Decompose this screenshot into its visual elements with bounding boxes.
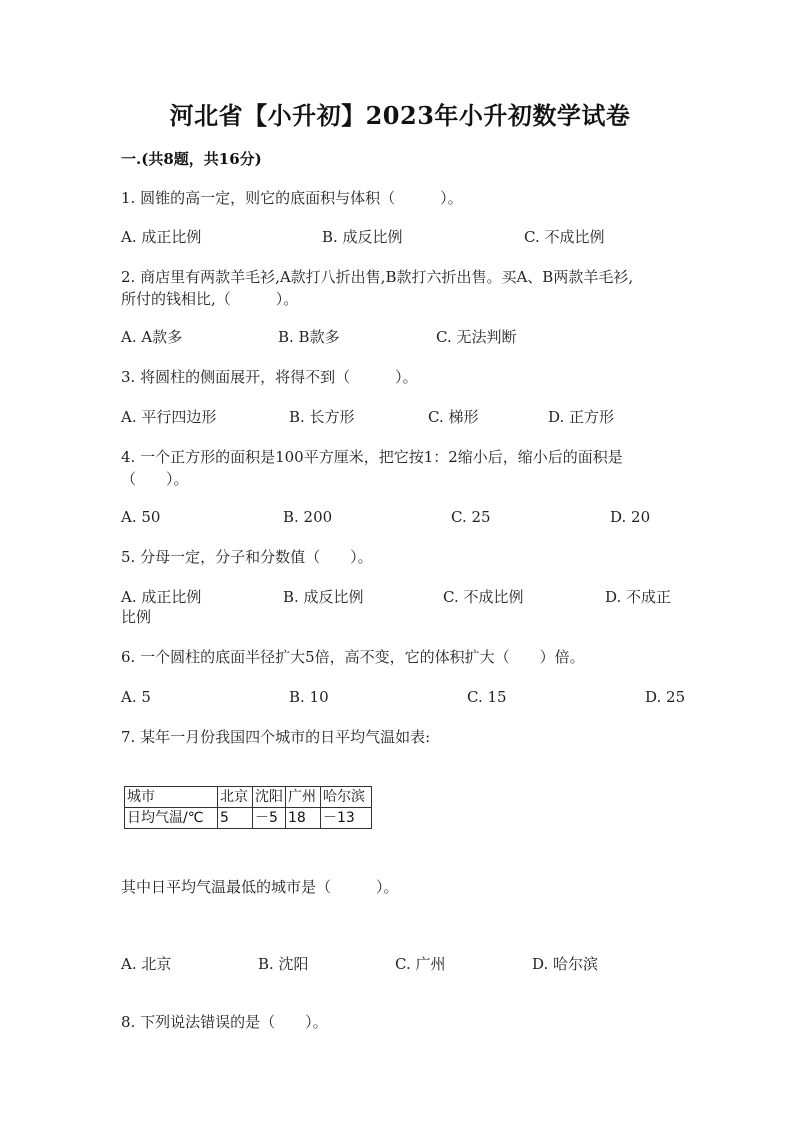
question-7-option-d[interactable]: D. 哈尔滨 (532, 955, 599, 973)
question-4-option-a[interactable]: A. 50 (121, 508, 161, 526)
question-7-option-a[interactable]: A. 北京 (121, 955, 172, 973)
question-2-text-line-1: 2. 商店里有两款羊毛衫,A款打八折出售,B款打六折出售。买A、B两款羊毛衫, (121, 268, 634, 286)
table-cell: －13 (321, 808, 372, 829)
table-cell: 沈阳 (253, 787, 286, 808)
question-1-text: 1. 圆锥的高一定，则它的底面积与体积（ ）。 (121, 189, 463, 207)
question-5-option-d[interactable]: D. 不成正 (605, 588, 672, 606)
question-1-option-a[interactable]: A. 成正比例 (121, 228, 202, 246)
question-6-option-b[interactable]: B. 10 (289, 688, 329, 706)
question-7-text: 7. 某年一月份我国四个城市的日平均气温如表: (121, 728, 431, 746)
question-7-option-b[interactable]: B. 沈阳 (258, 955, 309, 973)
question-1-option-b[interactable]: B. 成反比例 (322, 228, 403, 246)
table-cell: 5 (218, 808, 253, 829)
question-1-option-c[interactable]: C. 不成比例 (524, 228, 605, 246)
question-5-text: 5. 分母一定，分子和分数值（ ）。 (121, 548, 373, 566)
question-3-option-d[interactable]: D. 正方形 (548, 408, 615, 426)
exam-title: 河北省【小升初】2023年小升初数学试卷 (169, 101, 631, 130)
question-4-text-line-1: 4. 一个正方形的面积是100平方厘米，把它按1：2缩小后，缩小后的面积是 (121, 448, 623, 466)
question-5-option-d-wrap: 比例 (121, 608, 152, 626)
question-7-option-c[interactable]: C. 广州 (395, 955, 446, 973)
question-5-option-c[interactable]: C. 不成比例 (443, 588, 524, 606)
table-row (125, 808, 372, 829)
question-2-text-line-2: 所付的钱相比,（ ）。 (121, 290, 299, 308)
question-4-option-d[interactable]: D. 20 (610, 508, 651, 526)
table-cell: 18 (286, 808, 321, 829)
question-3-option-c[interactable]: C. 梯形 (428, 408, 479, 426)
question-7-subquestion: 其中日平均气温最低的城市是（ ）。 (121, 878, 399, 896)
table-cell: －5 (253, 808, 286, 829)
temperature-table (124, 786, 372, 829)
question-4-option-c[interactable]: C. 25 (451, 508, 491, 526)
table-cell: 北京 (218, 787, 253, 808)
question-6-option-d[interactable]: D. 25 (645, 688, 686, 706)
section-heading: 一.(共8题，共16分) (121, 150, 262, 168)
table-cell: 城市 (125, 787, 218, 808)
question-2-option-a[interactable]: A. A款多 (121, 328, 183, 346)
question-5-option-b[interactable]: B. 成反比例 (283, 588, 364, 606)
table-cell: 哈尔滨 (321, 787, 372, 808)
question-3-option-a[interactable]: A. 平行四边形 (121, 408, 217, 426)
question-8-text: 8. 下列说法错误的是（ ）。 (121, 1013, 328, 1031)
question-6-option-c[interactable]: C. 15 (467, 688, 507, 706)
question-2-option-c[interactable]: C. 无法判断 (436, 328, 517, 346)
table-cell: 广州 (286, 787, 321, 808)
question-6-option-a[interactable]: A. 5 (121, 688, 151, 706)
question-4-text-line-2: （ ）。 (121, 470, 189, 488)
question-6-text: 6. 一个圆柱的底面半径扩大5倍，高不变，它的体积扩大（ ）倍。 (121, 648, 585, 666)
question-4-option-b[interactable]: B. 200 (283, 508, 333, 526)
question-2-option-b[interactable]: B. B款多 (278, 328, 340, 346)
question-3-option-b[interactable]: B. 长方形 (289, 408, 355, 426)
table-row (125, 787, 372, 808)
question-3-text: 3. 将圆柱的侧面展开，将得不到（ ）。 (121, 368, 418, 386)
question-5-option-a[interactable]: A. 成正比例 (121, 588, 202, 606)
table-cell: 日均气温/℃ (125, 808, 218, 829)
